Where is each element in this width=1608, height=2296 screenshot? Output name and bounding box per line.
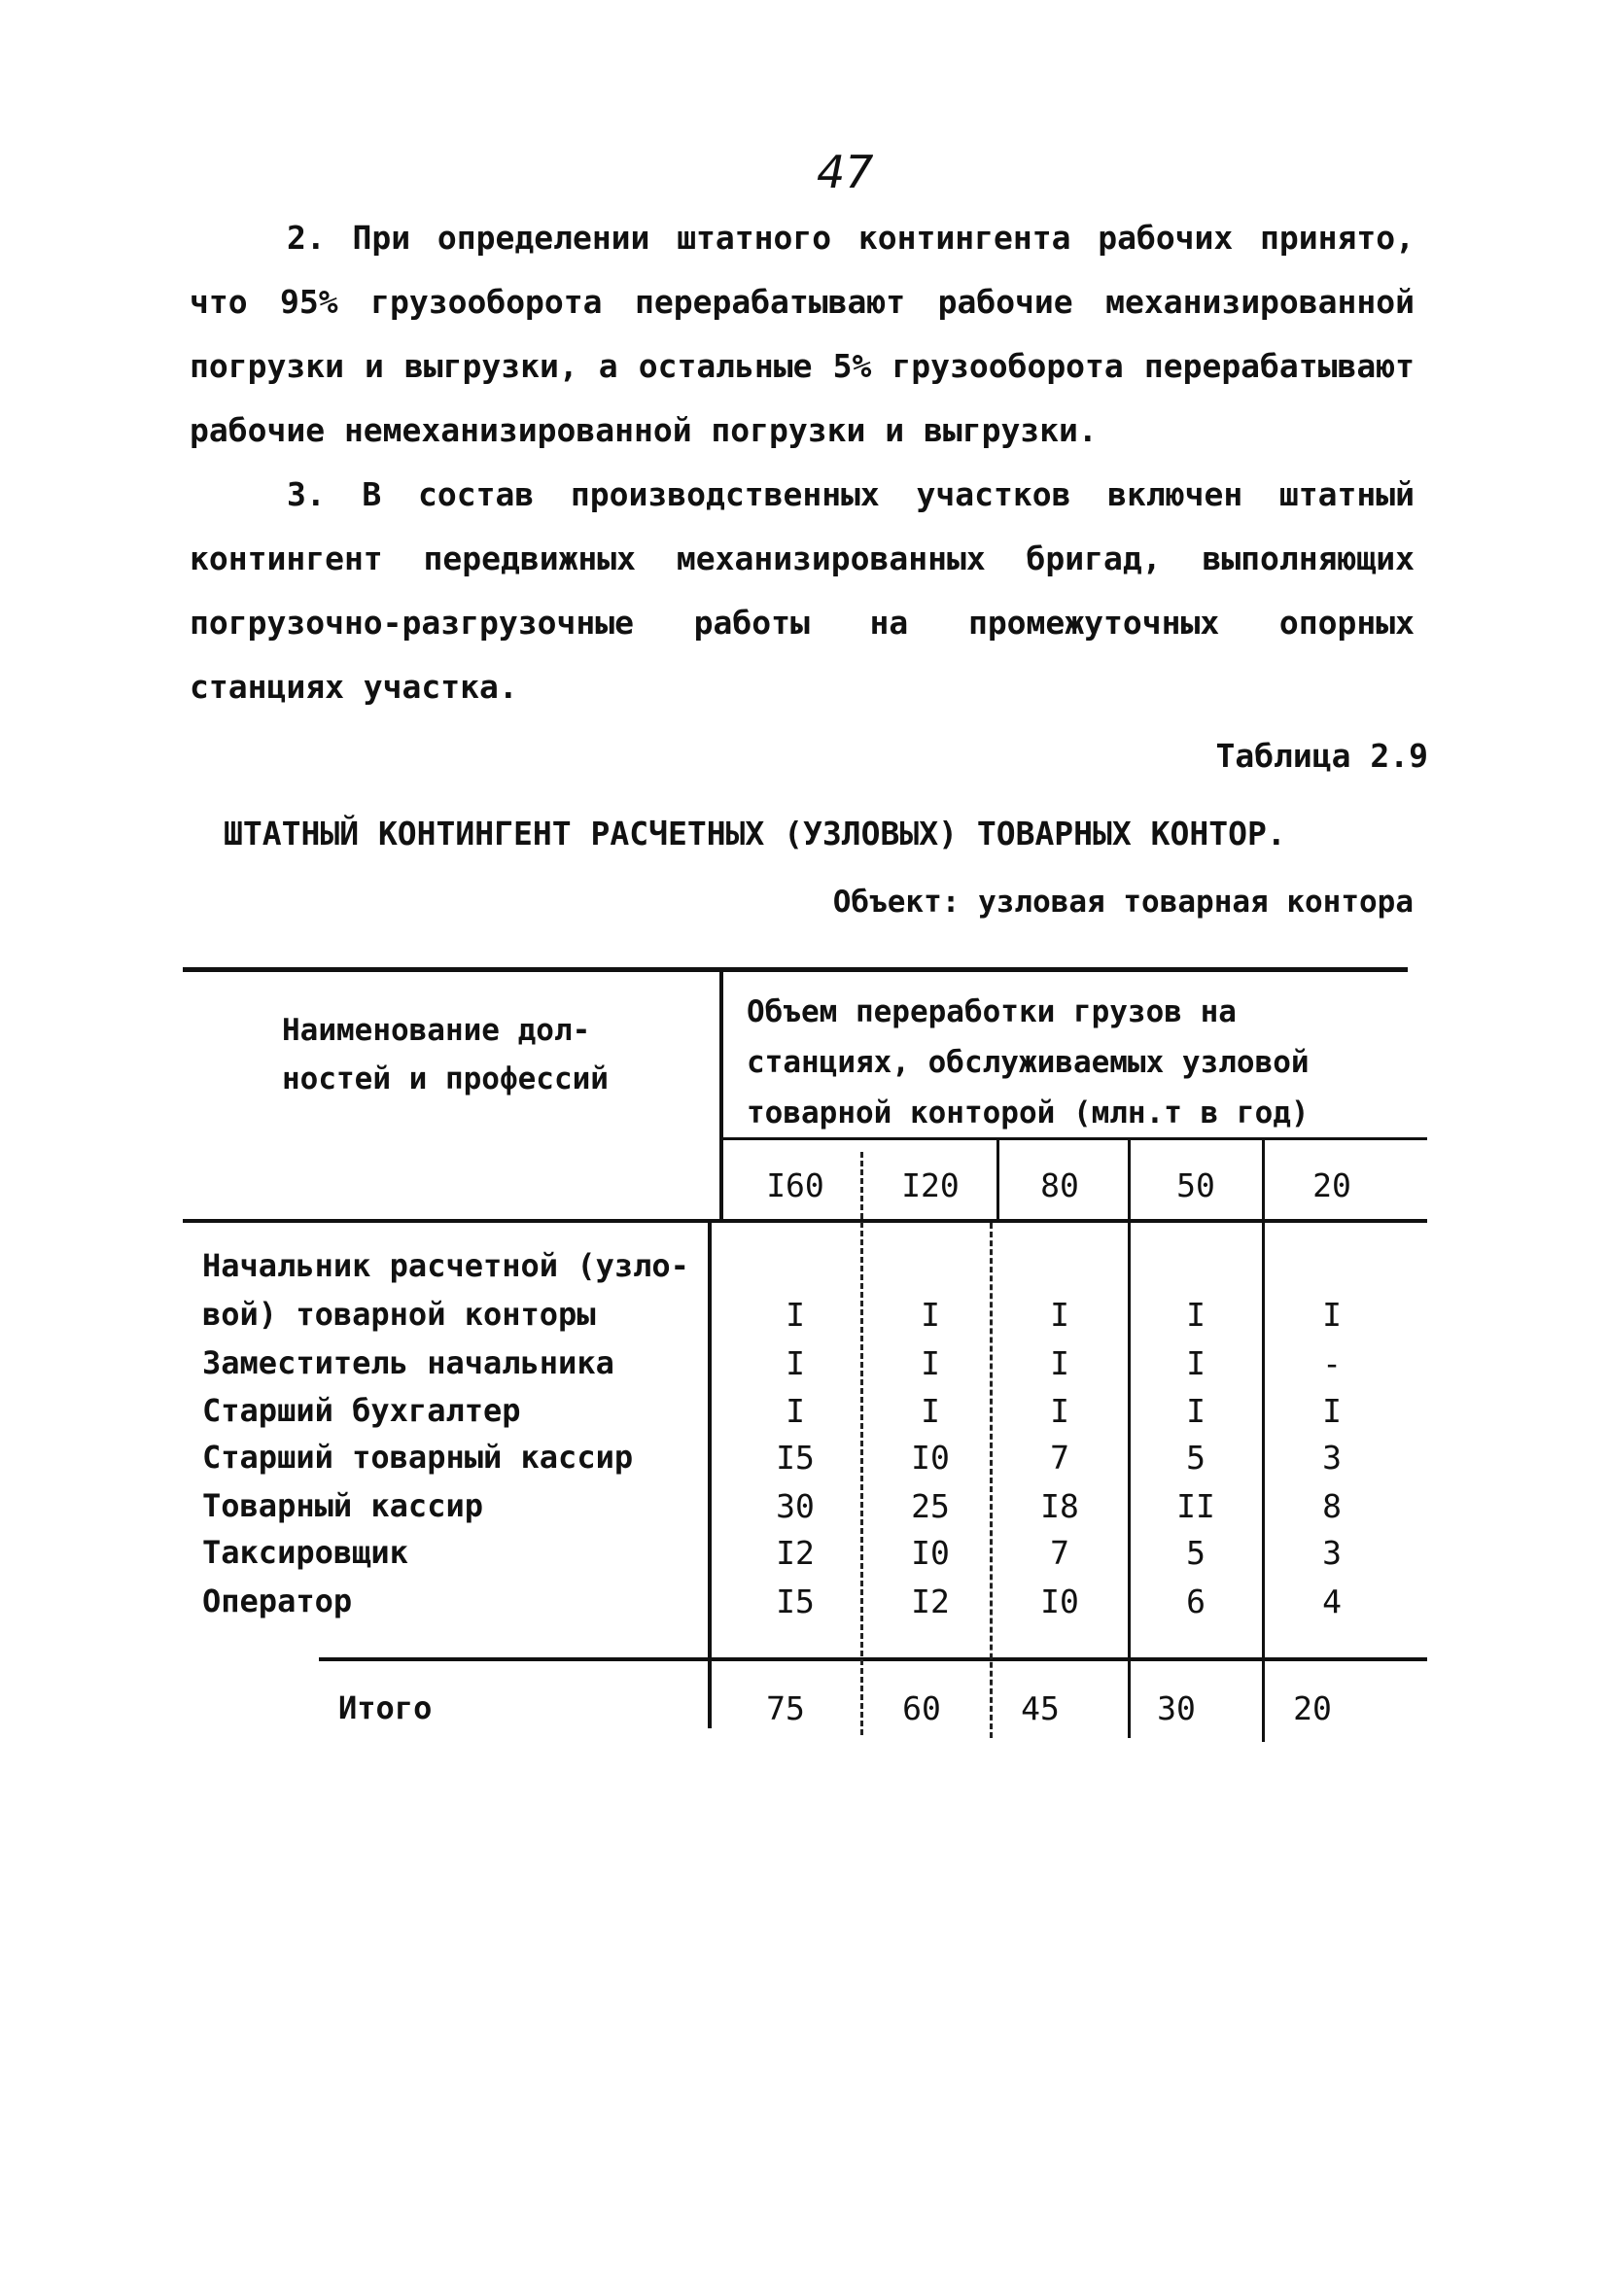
total-cell: 20 (1293, 1689, 1332, 1727)
header-left-line: ностей и профессий (282, 1061, 609, 1096)
table-cell: 6 (1186, 1583, 1206, 1620)
table-title: ШТАТНЫЙ КОНТИНГЕНТ РАСЧЕТНЫХ (УЗЛОВЫХ) ТОВАРНЫХ КОНТОР. (224, 815, 1286, 852)
paragraph-3: 3. В состав производственных участков включен штатный контингент передвижных механизированных бригад, выполняющих погрузочно-разгрузочные работы на промежуточных опорных станциях участка. (190, 475, 1415, 706)
row-label: Заместитель начальника (202, 1344, 614, 1381)
column-header: I60 (766, 1166, 824, 1204)
table-label: Таблица 2.9 (1215, 737, 1428, 775)
stub-vertical-rule (719, 970, 723, 1223)
table-cell: I2 (911, 1583, 950, 1620)
header-bottom-rule (183, 1219, 1427, 1223)
table-cell: II (1176, 1487, 1215, 1525)
table-cell: I5 (776, 1583, 815, 1620)
table-cell: I0 (911, 1534, 950, 1572)
total-cell: 60 (902, 1689, 941, 1727)
table-cell: 3 (1322, 1534, 1342, 1572)
table-cell: I (921, 1392, 940, 1430)
column-header: 80 (1040, 1166, 1079, 1204)
table-cell: I8 (1040, 1487, 1079, 1525)
column-header: I20 (901, 1166, 960, 1204)
table-cell: 8 (1322, 1487, 1342, 1525)
table-cell: I (1322, 1392, 1342, 1430)
page-number: 47 (817, 146, 874, 198)
col-rule-1 (860, 1152, 863, 1735)
table-cell: I0 (911, 1439, 950, 1477)
table-cell: I (1322, 1296, 1342, 1334)
col-rule-2 (996, 1139, 999, 1223)
row-label: Товарный кассир (202, 1487, 483, 1524)
total-cell: 30 (1157, 1689, 1196, 1727)
header-right-line: товарной конторой (млн.т в год) (747, 1096, 1310, 1131)
table-cell: I (786, 1296, 805, 1334)
table-cell: 7 (1050, 1534, 1069, 1572)
table-cell: I (1050, 1296, 1069, 1334)
col-rule-3 (1128, 1139, 1131, 1738)
table-cell: I (921, 1296, 940, 1334)
table-cell: I0 (1040, 1583, 1079, 1620)
row-label: Начальник расчетной (узло- (202, 1247, 689, 1284)
row-label: вой) товарной конторы (202, 1296, 596, 1333)
header-right-line: Объем переработки грузов на (747, 994, 1237, 1029)
row-label: Таксировщик (202, 1534, 408, 1571)
table-cell: I (786, 1344, 805, 1382)
table-cell: - (1322, 1344, 1342, 1382)
total-cell: 45 (1021, 1689, 1060, 1727)
table-cell: I5 (776, 1439, 815, 1477)
table-top-rule (183, 967, 1408, 972)
total-top-rule (319, 1657, 1427, 1661)
row-label: Старший товарный кассир (202, 1439, 634, 1476)
table-cell: 4 (1322, 1583, 1342, 1620)
col-rule-2-lower (990, 1223, 993, 1738)
header-position-name (282, 1006, 609, 1103)
table-cell: 5 (1186, 1534, 1206, 1572)
table-cell: 7 (1050, 1439, 1069, 1477)
column-header: 20 (1312, 1166, 1351, 1204)
table-cell: I (1186, 1392, 1206, 1430)
table-cell: I2 (776, 1534, 815, 1572)
table-cell: I (786, 1392, 805, 1430)
row-label: Оператор (202, 1583, 353, 1619)
table-cell: 30 (776, 1487, 815, 1525)
column-header: 50 (1176, 1166, 1215, 1204)
header-left-line: Наименование дол- (282, 1013, 591, 1048)
table-cell: I (1050, 1392, 1069, 1430)
table-object: Объект: узловая товарная контора (832, 885, 1414, 920)
total-cell: 75 (766, 1689, 805, 1727)
table-cell: I (1186, 1296, 1206, 1334)
col-rule-4 (1262, 1139, 1265, 1742)
table-cell: I (921, 1344, 940, 1382)
stub-vertical-rule-lower (708, 1223, 712, 1728)
table-cell: I (1050, 1344, 1069, 1382)
header-volume (747, 987, 1310, 1138)
row-label: Старший бухгалтер (202, 1392, 521, 1429)
table-cell: 25 (911, 1487, 950, 1525)
total-label: Итого (338, 1689, 433, 1726)
table-cell: 3 (1322, 1439, 1342, 1477)
table-cell: 5 (1186, 1439, 1206, 1477)
table-cell: I (1186, 1344, 1206, 1382)
paragraph-2: 2. При определении штатного контингента рабочих принято, что 95% грузооборота перерабатывают рабочие механизированной погрузки и выгрузки, а остальные 5% грузооборота перерабатывают рабочие немеханизированной погрузки и выгрузки. (190, 219, 1415, 449)
header-right-line: станциях, обслуживаемых узловой (747, 1045, 1310, 1080)
